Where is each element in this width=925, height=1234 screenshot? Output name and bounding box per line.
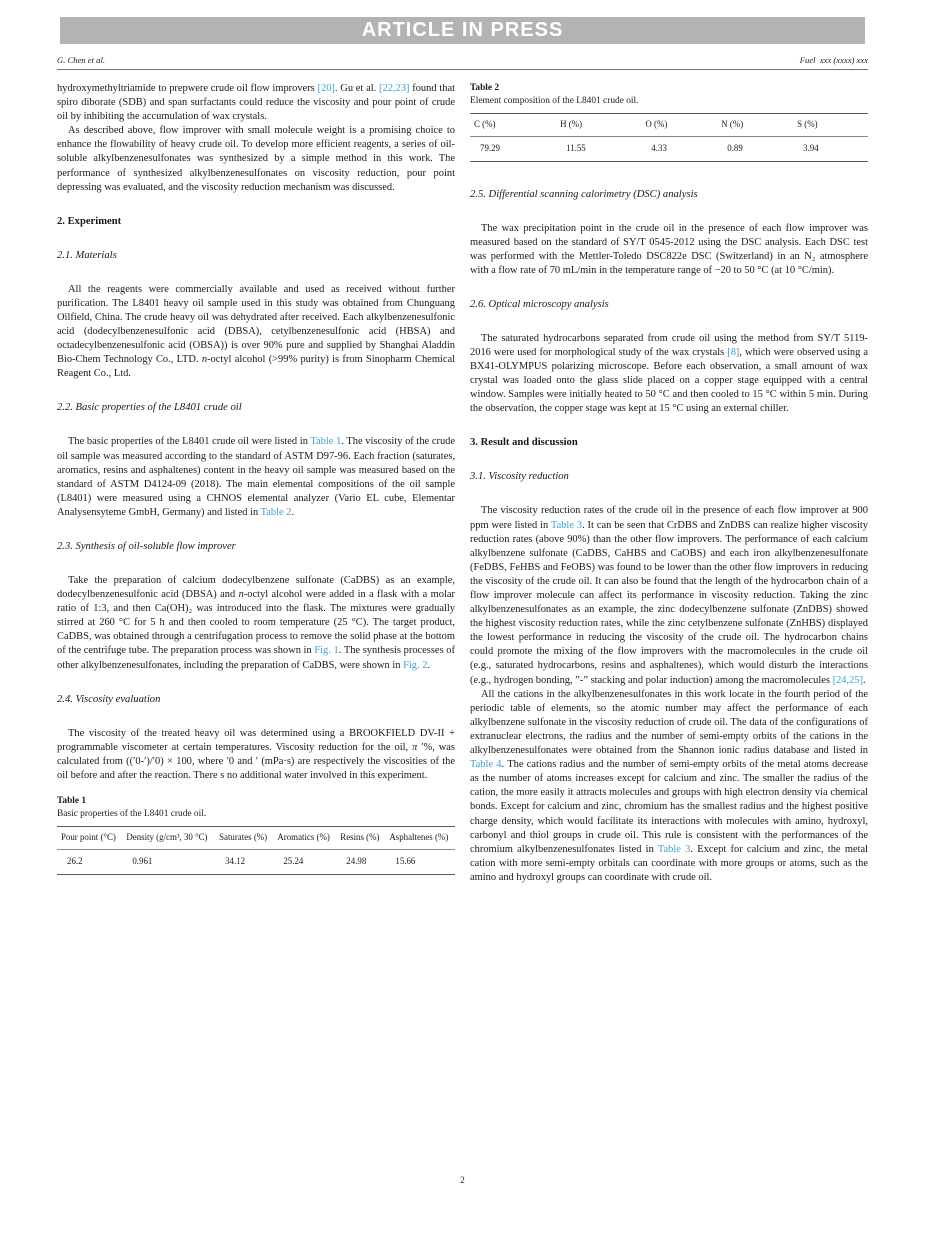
text-span: , which were observed using a BX41-OLYMPUS polarizing microscope. Before each observation, a small amount of wax crystal was loaded onto the glass slide placed on a copper stage equipped with a central window. Samples were initially heated to 50 °C and then cooled to 15 °C within 5 min. During the observation, the copper stage was kept at 15 °C using an external chiller.: [470, 346, 868, 415]
table-cell: 25.24: [283, 855, 304, 866]
text-span: . It can be seen that CrDBS and ZnDBS can realize higher viscosity reduction rates (above 90%) than the other flow improvers. The performance of each calcium alkylbenzene sulfonate (CaDBS, CaHBS and CaOBS) and each iron alkylbenzenesulfonate (FeDBS, FeHBS and FeOBS) was found to be lower than the other flow improvers in reducing the viscosity of the crude oil. It can also be found that the length of the hydrocarbon chain of a flow improver molecule can affect its performance in viscosity reduction. Taking the zinc alkylbenzenesulfonates as an example, the zinc dodecylbenzene sulfonate (ZnDBS) showed the highest viscosity reduction rates, while the zinc cetylbenzene sulfonate (ZnHBS) displayed the lowest performance in reducing the viscosity of the crude oil. The hydrocarbon chains could promote the mixing of the flow improvers with the macromolecules in the crude oil (e.g., saturated hydrocarbons, resins and asphaltenes), which would disturb the interactions (e.g., hydrogen bonding, ”-” stacking and polar induction) among the macromolecules: [470, 519, 868, 686]
text-span: All the cations in the alkylbenzenesulfonates in this work locate in the fourth period of the periodic table of elements, so the atomic number may affect the performance of each alkylbenzene sulfonate in the viscosity reduction of crude oil. The data of the configurations of extranuclear electrons, the radius and the number of semi-empty orbits of the cations in the alkylbenzenesulfonates were obtained from the Shannon ionic radius database and listed in: [470, 688, 868, 757]
text-span: n: [201, 354, 208, 366]
table-header-cell: Asphaltenes (%): [385, 827, 455, 850]
table-header-cell: H (%): [556, 114, 641, 137]
paragraph: [470, 222, 868, 278]
citation-link[interactable]: [24,25]: [832, 674, 864, 686]
table-header-cell: Resins (%): [336, 827, 385, 850]
journal-issue: xxx (xxxx) xxx: [819, 55, 868, 65]
paragraph: [470, 688, 868, 885]
text-span: As described above, flow improver with small molecule weight is a promising choice to enhance the flowability of heavy crude oil. To develop more efficient reagents, a series of oil-soluble alkylbenzenesulfonates was synthesized by a simple method in this work. The performance of synthesized alkylbenzenesulfonates on viscosity reduction, pour point depressing was evaluated, and the viscosity reduction mechanism was discussed.: [57, 125, 455, 193]
citation-link[interactable]: Table 1: [310, 436, 342, 448]
text-span: The viscosity of the treated heavy oil was determined using a BROOKFIELD DV-II + programmable viscometer at certain temperatures. Viscosity reduction for the oil,: [57, 727, 455, 753]
table-row: [57, 849, 455, 874]
two-column-body: [57, 82, 868, 885]
table-cell: 11.55: [566, 142, 586, 153]
subsection-heading-viscosity-reduction: 3.1. Viscosity reduction: [470, 471, 569, 483]
subsection-heading-basic-properties: 2.2. Basic properties of the L8401 crude oil: [57, 402, 242, 414]
paragraph: [57, 435, 455, 520]
text-span: The saturated hydrocarbons separated from crude oil using the method from SY/T 5119-2016 were used for morphological study of the wax crystals: [470, 332, 868, 358]
table-header-cell: O (%): [641, 114, 717, 137]
citation-link[interactable]: Table 2: [260, 506, 292, 518]
citation-link[interactable]: Table 3: [550, 519, 583, 531]
table-2: [470, 82, 868, 162]
table-1-label: Table 1: [57, 796, 87, 806]
table-header-cell: Saturates (%): [215, 827, 273, 850]
table-header-cell: N (%): [717, 114, 793, 137]
table-cell: 24.98: [346, 855, 367, 866]
table-1-caption: Basic properties of the L8401 crude oil.: [57, 809, 207, 819]
citation-link[interactable]: Table 3: [657, 843, 691, 855]
section-heading-results: 3. Result and discussion: [470, 437, 578, 449]
text-span: The wax precipitation point in the crude oil in the presence of each flow improver was measured based on the standard of SY/T 0545-2012 using the DSC analysis. Each DSC test was performed with the Mettler-Toledo DSC822e DSC (Switzerland) in an N₂ atmosphere with a flow rate of 70 mL/min in the temperature range of −20 to 50 °C (at 10 °C/min).: [470, 222, 868, 276]
citation-link[interactable]: [20]: [317, 83, 335, 94]
left-column: [57, 82, 455, 885]
article-in-press-banner: ARTICLE IN PRESS: [60, 17, 865, 44]
table-header-cell: S (%): [793, 114, 868, 137]
table-header-row: [57, 827, 455, 850]
table-1-grid: [57, 826, 455, 875]
table-header-cell: Aromatics (%): [273, 827, 336, 850]
paragraph: [57, 82, 455, 124]
table-cell: 0.89: [727, 142, 743, 153]
table-cell: 15.66: [395, 855, 416, 866]
table-row: [470, 136, 868, 161]
table-header-cell: Pour point (°C): [57, 827, 122, 850]
paragraph: [470, 504, 868, 687]
table-cell: 79.29: [480, 142, 500, 153]
table-2-caption: Element composition of the L8401 crude oil.: [470, 96, 639, 106]
text-span: The viscosity reduction rates of the crude oil in the presence of each flow improver at 900 ppm were listed in: [470, 505, 868, 531]
text-span: found that spiro diborate (SDB) and span surfactants could reduce the viscosity and pour point of crude oil by inhibiting the accumulation of wax crystals.: [57, 83, 455, 123]
text-span: . Gu et al.: [334, 83, 380, 94]
text-span: The basic properties of the L8401 crude oil were listed in: [68, 436, 311, 448]
running-header: [57, 55, 868, 69]
text-span: -octyl alcohol were added in a flask with a molar ratio of 1:3, and then Ca(OH)₂ was introduced into the flask. The mixtures were gradually stirred at 260 °C for 5 h and then cooled to room temperature (25 °C). The target product, CaDBS, was obtained through a centrifugation process to remove the solid phase at the bottom of the centrifuge tube. The preparation process was shown in: [57, 589, 455, 657]
text-span: -octyl alcohol (>99% purity) is from Sinopharm Chemical Reagent Co., Ltd.: [57, 354, 456, 380]
paragraph: [57, 727, 455, 783]
table-cell: 4.33: [651, 142, 667, 153]
table-cell: 34.12: [225, 855, 246, 866]
table-1: [57, 795, 455, 875]
table-header-cell: Density (g/cm³, 30 °C): [122, 827, 215, 850]
table-cell: 3.94: [803, 142, 819, 153]
text-span: .: [863, 674, 866, 686]
table-2-label: Table 2: [470, 83, 500, 93]
table-cell: 26.2: [67, 855, 83, 866]
page-number: 2: [460, 1176, 465, 1186]
citation-link[interactable]: [8]: [727, 346, 740, 358]
citation-link[interactable]: Fig. 1: [314, 645, 339, 657]
subsection-heading-dsc: 2.5. Differential scanning calorimetry (DSC) analysis: [470, 188, 698, 200]
text-span: . Except for calcium and zinc, the metal cation with more semi-empty orbitals can coordinate with more groups or atoms, such as the amino and hydroxyl groups can coordinate with crude oil.: [470, 843, 869, 883]
text-span: hydroxymethyltriamide to prepwere crude oil flow improvers: [57, 83, 318, 94]
paragraph: [57, 283, 455, 382]
subsection-heading-materials: 2.1. Materials: [57, 249, 117, 261]
citation-link[interactable]: Table 4: [470, 759, 502, 771]
citation-link[interactable]: Fig. 2: [403, 659, 428, 671]
text-span: . The viscosity of the crude oil sample was measured according to the standard of ASTM D97-96. Each fraction (saturates, aromatics, resins and asphaltenes) content in the heavy oil sample was measured based on the standard of ASTM D4124-09 (2018). The main elemental compositions of the oil sample (L8401) were measured using a CHNOS elemental analyzer (Vario EL cube, Elementar Analysensyteme GmbH, Germany) and listed in: [57, 436, 456, 518]
table-2-grid: [470, 113, 868, 162]
text-span: ʹ%, was calculated from ((ʹ0-ʹ)/ʹ0) × 100, where ʹ0 and ʹ (mPa·s) are respectively the viscosities of the oil before and after the reaction. There s no additional water involved in this experiment.: [57, 741, 455, 781]
text-span: .: [291, 506, 295, 518]
paragraph: [57, 124, 455, 194]
journal-name: Fuel: [799, 55, 816, 65]
table-cell: 0.961: [132, 855, 153, 866]
table-header-cell: C (%): [470, 114, 556, 137]
text-span: All the reagents were commercially available and used as received without further purification. The L8401 heavy oil sample used in this study was obtained from Chunguang Oilfield, China. The crude heavy oil was dehydrated after received. Each alkylbenzenesulfonic acid (dodecylbenzenesulfonic acid (DBSA), cetylbenzenesulfonic acid (HBSA) and octadecylbenzenesulfonic acid (OBSA)) is over 90% pure and supplied by Shanghai Aladdin Bio-Chem Technology Co., LTD.: [57, 283, 455, 366]
text-span: .: [427, 659, 431, 671]
table-header-row: [470, 114, 868, 137]
subsection-heading-viscosity-evaluation: 2.4. Viscosity evaluation: [57, 693, 161, 705]
text-span: . The cations radius and the number of semi-empty orbits of the metal atoms decrease as the number of atoms increases except for calcium and zinc. The smaller the radius of the cation, the more easily it attracts molecules and groups with high electron density via chemical bonds. Except for calcium and zinc, chromium has the smallest radius and the highest positive charge density, which would facilitate its interactions with molecules with amino, hydroxyl, carbonyl and thiol groups in crude oil. This rule is consistent with the performances of the chromium alkylbenzenesulfonates listed in: [470, 759, 869, 855]
section-heading-experiment: 2. Experiment: [57, 215, 122, 227]
running-authors: G. Chen et al.: [57, 55, 105, 65]
right-column: [470, 82, 868, 885]
text-span: n: [238, 589, 244, 601]
paragraph: [470, 332, 868, 417]
text-span: Take the preparation of calcium dodecylbenzene sulfonate (CaDBS) as an example, dodecylbenzenesulfonic acid (DBSA) and: [57, 574, 455, 601]
subsection-heading-synthesis: 2.3. Synthesis of oil-soluble flow improver: [57, 540, 236, 552]
citation-link[interactable]: [22,23]: [379, 83, 410, 94]
text-span: π: [412, 741, 418, 753]
header-rule: [57, 69, 868, 70]
text-span: . The synthesis processes of other alkylbenzenesulfonates, including the preparation of CaDBS, were shown in: [57, 645, 455, 671]
journal-reference: [800, 55, 868, 65]
paragraph: [57, 574, 455, 673]
subsection-heading-optical-microscopy: 2.6. Optical microscopy analysis: [470, 298, 609, 310]
